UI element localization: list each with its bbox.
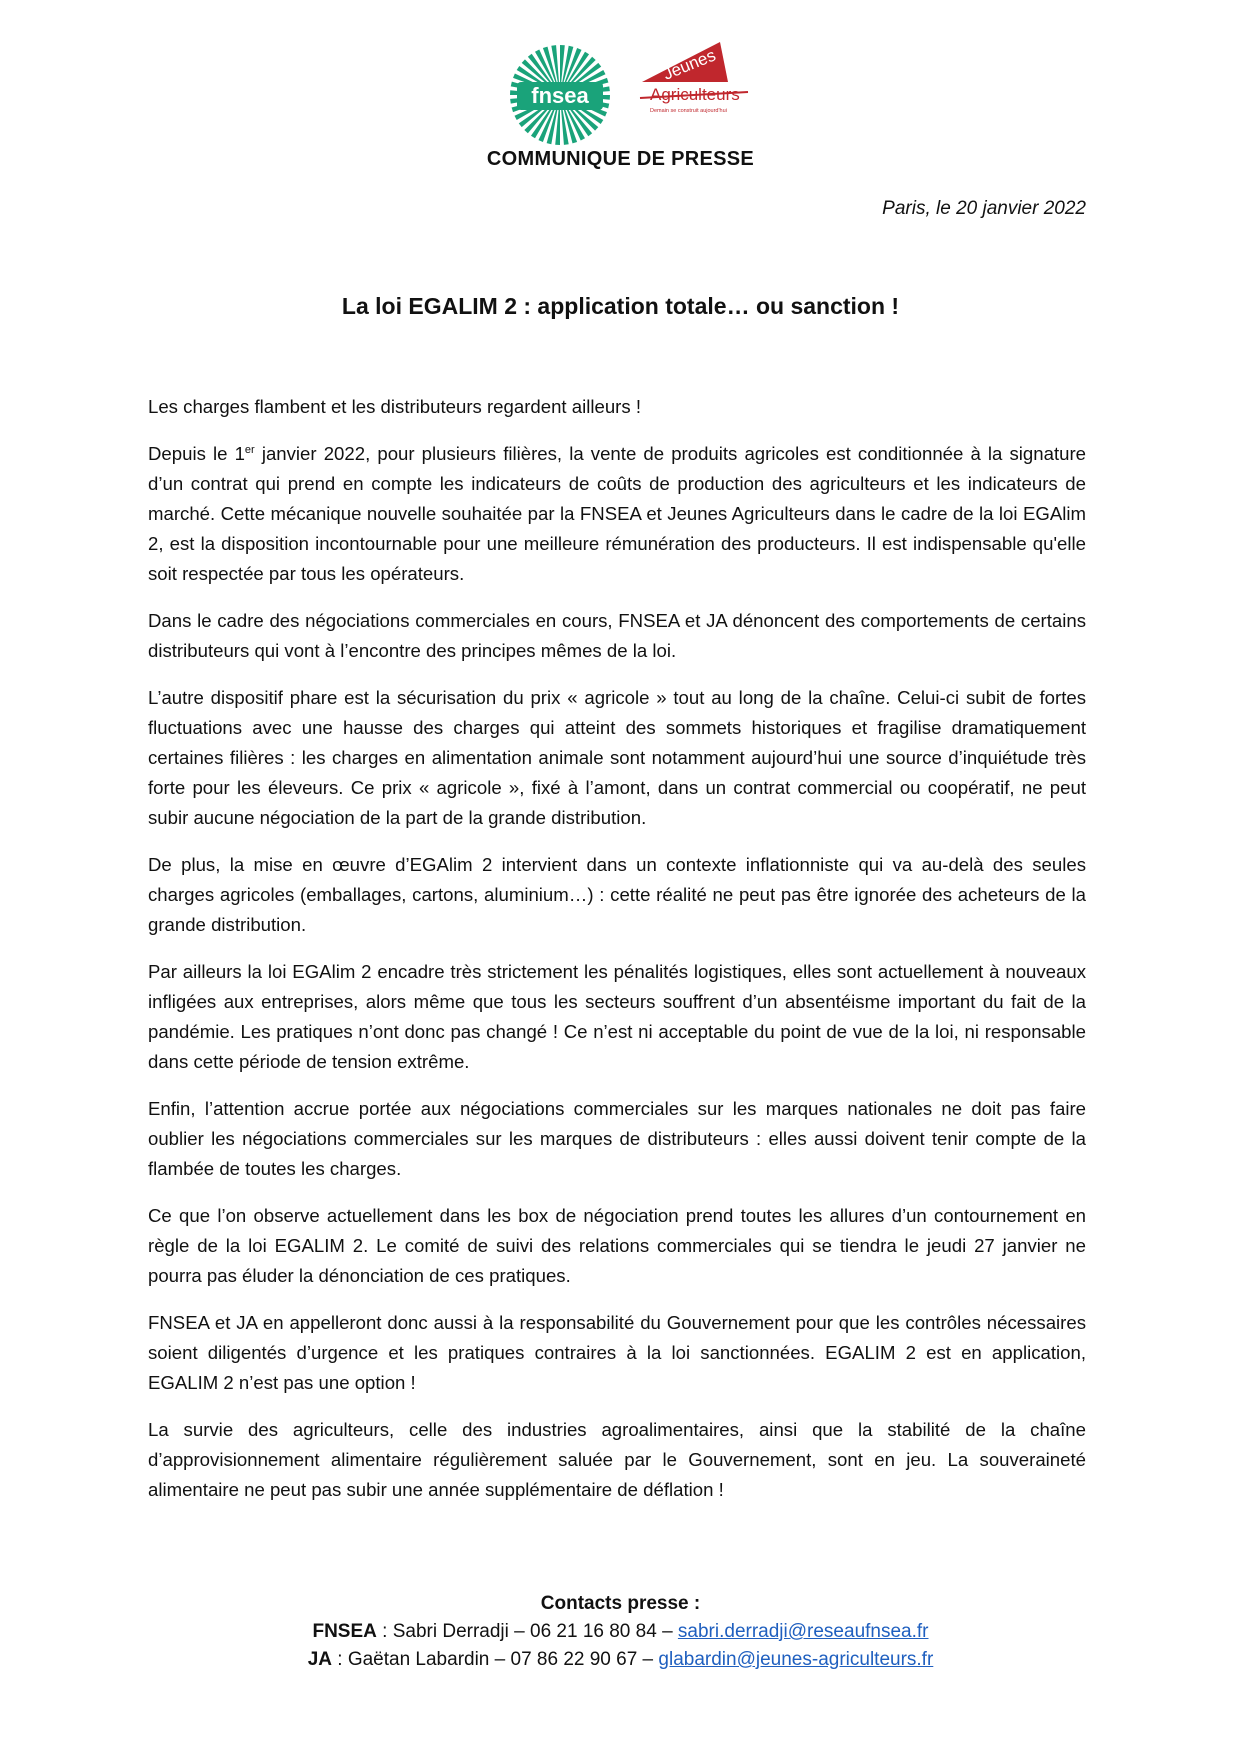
logo-bar <box>0 40 1241 150</box>
ja-logo-line2: Agriculteurs <box>650 85 740 104</box>
ja-logo-line1: Jeunes <box>660 45 719 84</box>
document-type: COMMUNIQUE DE PRESSE <box>486 148 755 170</box>
contact-fnsea-details: : Sabri Derradji – 06 21 16 80 84 – <box>376 1621 678 1642</box>
press-contacts <box>0 1590 1241 1674</box>
contact-ja-details: : Gaëtan Labardin – 07 86 22 90 67 – <box>331 1649 659 1670</box>
contact-ja-email-link[interactable]: glabardin@jeunes-agriculteurs.fr <box>658 1649 934 1670</box>
contact-fnsea-email-link[interactable]: sabri.derradji@reseaufnsea.fr <box>677 1621 929 1642</box>
paragraph-4: L’autre dispositif phare est la sécurisation du prix « agricole » tout au long de la chaîne. Celui-ci subit de fortes fluctuations avec une hausse des charges qui atteint des sommets historiques et fragilise dramatiquement certaines filières : les charges en alimentation animale sont notamment aujourd’hui une source d’inquiétude très forte pour les éleveurs. Ce prix « agricole », fixé à l’amont, dans un contrat commercial ou coopératif, ne peut subir aucune négociation de la part de la grande distribution. <box>148 687 1086 828</box>
contact-ja-org: JA <box>307 1649 332 1670</box>
paragraph-3: Dans le cadre des négociations commerciales en cours, FNSEA et JA dénoncent des comportements de certains distributeurs qui vont à l’encontre des principes mêmes de la loi. <box>148 610 1086 661</box>
paragraph-5: De plus, la mise en œuvre d’EGAlim 2 intervient dans un contexte inflationniste qui va au-delà des seules charges agricoles (emballages, cartons, aluminium…) : cette réalité ne peut pas être ignorée des acheteurs de la grande distribution. <box>148 854 1086 935</box>
document-date: Paris, le 20 janvier 2022 <box>882 198 1086 219</box>
contact-fnsea <box>0 1618 1241 1646</box>
contact-ja <box>0 1646 1241 1674</box>
body-text <box>148 392 1086 1522</box>
paragraph-9: FNSEA et JA en appelleront donc aussi à la responsabilité du Gouvernement pour que les contrôles nécessaires soient diligentés d’urgence et les pratiques contraires à la loi sanctionnées. EGALIM 2 est en application, EGALIM 2 n’est pas une option ! <box>148 1312 1086 1393</box>
paragraph-8: Ce que l’on observe actuellement dans les box de négociation prend toutes les allures d’un contournement en règle de la loi EGALIM 2. Le comité de suivi des relations commerciales qui se tiendra le jeudi 27 janvier ne pourra pas éluder la dénonciation de ces pratiques. <box>148 1205 1086 1286</box>
fnsea-logo <box>509 44 611 146</box>
paragraph-2: Depuis le 1er janvier 2022, pour plusieurs filières, la vente de produits agricoles est conditionnée à la signature d’un contrat qui prend en compte les indicateurs de coûts de production des agriculteurs et les indicateurs de marché. Cette mécanique nouvelle souhaitée par la FNSEA et Jeunes Agriculteurs dans le cadre de la loi EGAlim 2, est la disposition incontournable pour une meilleure rémunération des producteurs. Il est indispensable qu'elle soit respectée par tous les opérateurs. <box>148 443 1086 584</box>
paragraph-1: Les charges flambent et les distributeurs regardent ailleurs ! <box>148 396 641 417</box>
jeunes-agriculteurs-logo <box>636 40 756 132</box>
contacts-heading: Contacts presse : <box>540 1593 701 1614</box>
paragraph-6: Par ailleurs la loi EGAlim 2 encadre très strictement les pénalités logistiques, elles sont actuellement à nouveaux infligées aux entreprises, alors même que tous les secteurs souffrent d’un absentéisme important du fait de la pandémie. Les pratiques n’ont donc pas changé ! Ce n’est ni acceptable du point de vue de la loi, ni responsable dans cette période de tension extrême. <box>148 961 1086 1072</box>
paragraph-7: Enfin, l’attention accrue portée aux négociations commerciales sur les marques nationales ne doit pas faire oublier les négociations commerciales sur les marques de distributeurs : elles aussi doivent tenir compte de la flambée de toutes les charges. <box>148 1098 1086 1179</box>
ja-logo-tagline: Demain se construit aujourd'hui <box>650 108 727 114</box>
page-title: La loi EGALIM 2 : application totale… ou sanction ! <box>341 293 900 319</box>
fnsea-logo-text: fnsea <box>531 83 589 108</box>
paragraph-10: La survie des agriculteurs, celle des industries agroalimentaires, ainsi que la stabilité de la chaîne d’approvisionnement alimentaire régulièrement saluée par le Gouvernement, sont en jeu. La souveraineté alimentaire ne peut pas subir une année supplémentaire de déflation ! <box>148 1419 1086 1500</box>
contact-fnsea-org: FNSEA <box>312 1621 377 1642</box>
